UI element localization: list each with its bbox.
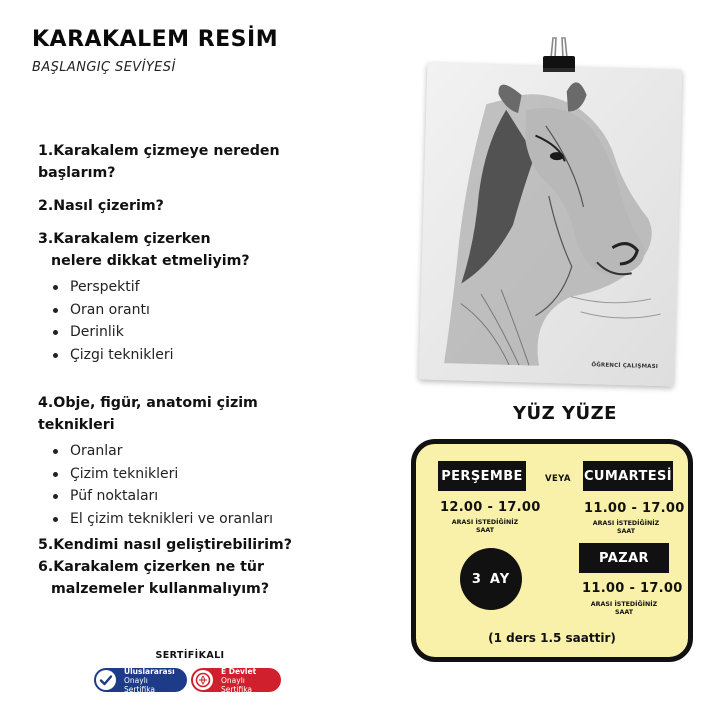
binder-clip-icon — [539, 36, 579, 76]
question-3-line1: 3.Karakalem çizerken — [38, 231, 211, 247]
duration-number: 3 — [471, 571, 482, 587]
note-line: SAAT — [614, 609, 634, 616]
list-item: Oranlar — [50, 440, 328, 463]
question-4 — [38, 392, 328, 530]
saturday-hours: 11.00 - 17.00 — [584, 501, 685, 516]
badge-title: E Devlet — [221, 666, 257, 676]
note-line: ARASI İSTEDİĞİNİZ — [592, 520, 660, 527]
note-line: ARASI İSTEDİĞİNİZ — [451, 519, 519, 526]
question-5-line1: 5.Kendimi nasıl geliştirebilirim? — [38, 537, 292, 553]
duration-unit: AY — [489, 571, 511, 587]
page-subtitle: BAŞLANGIÇ SEVİYESİ — [32, 60, 176, 75]
badge-subtitle: Onaylı Sertifika — [221, 675, 253, 694]
note-line: SAAT — [475, 527, 495, 534]
list-item: Oran orantı — [50, 299, 328, 322]
e-devlet-logo-icon — [193, 670, 213, 690]
schedule-heading: YÜZ YÜZE — [513, 403, 617, 424]
list-item: Perspektif — [50, 276, 328, 299]
student-drawing — [419, 63, 683, 387]
list-item: Çizim teknikleri — [50, 463, 328, 486]
question-4-line1: 4.Obje, figür, anatomi çizim — [38, 395, 258, 411]
horse-sketch-illustration — [419, 63, 683, 387]
question-1-line2: başlarım? — [38, 165, 116, 181]
note-line: SAAT — [616, 528, 636, 535]
question-list — [38, 140, 328, 600]
saturday-note — [591, 520, 661, 536]
question-6-line1: 6.Karakalem çizerken ne tür — [38, 559, 265, 575]
e-devlet-certificate-badge — [191, 668, 281, 692]
or-label: VEYA — [545, 474, 571, 484]
question-1 — [38, 140, 328, 184]
list-item: El çizim teknikleri ve oranları — [50, 508, 328, 531]
thursday-hours: 12.00 - 17.00 — [440, 500, 541, 515]
question-3-items — [50, 276, 328, 366]
sunday-hours: 11.00 - 17.00 — [582, 581, 683, 596]
certificate-label: SERTİFİKALI — [155, 650, 225, 661]
day-sunday: PAZAR — [579, 543, 669, 573]
badge-title: Uluslararası — [124, 666, 175, 676]
day-thursday: PERŞEMBE — [438, 461, 526, 491]
drawing-caption: ÖĞRENCİ ÇALIŞMASI — [591, 362, 659, 371]
question-4-items — [50, 440, 328, 530]
question-5 — [38, 534, 328, 556]
question-6 — [38, 556, 328, 600]
question-4-line2: teknikleri — [38, 417, 115, 433]
duration-badge — [460, 548, 522, 610]
list-item: Püf noktaları — [50, 485, 328, 508]
international-certificate-badge — [94, 668, 187, 692]
thursday-note — [450, 519, 520, 535]
list-item: Derinlik — [50, 321, 328, 344]
list-item: Çizgi teknikleri — [50, 344, 328, 367]
sunday-note — [589, 601, 659, 617]
question-2 — [38, 195, 328, 217]
question-1-line1: 1.Karakalem çizmeye nereden — [38, 143, 280, 159]
day-saturday: CUMARTESİ — [583, 461, 673, 491]
badge-subtitle: Onaylı Sertifika — [124, 675, 156, 694]
lesson-length: (1 ders 1.5 saattir) — [488, 631, 616, 645]
question-6-line2: malzemeler kullanmalıyım? — [51, 581, 270, 597]
question-3-line2: nelere dikkat etmeliyim? — [51, 253, 250, 269]
question-2-line1: 2.Nasıl çizerim? — [38, 198, 164, 214]
page-title: KARAKALEM RESİM — [32, 27, 279, 52]
schedule-panel — [411, 439, 693, 662]
note-line: ARASI İSTEDİĞİNİZ — [590, 601, 658, 608]
checkmark-icon — [96, 670, 116, 690]
question-3 — [38, 228, 328, 366]
